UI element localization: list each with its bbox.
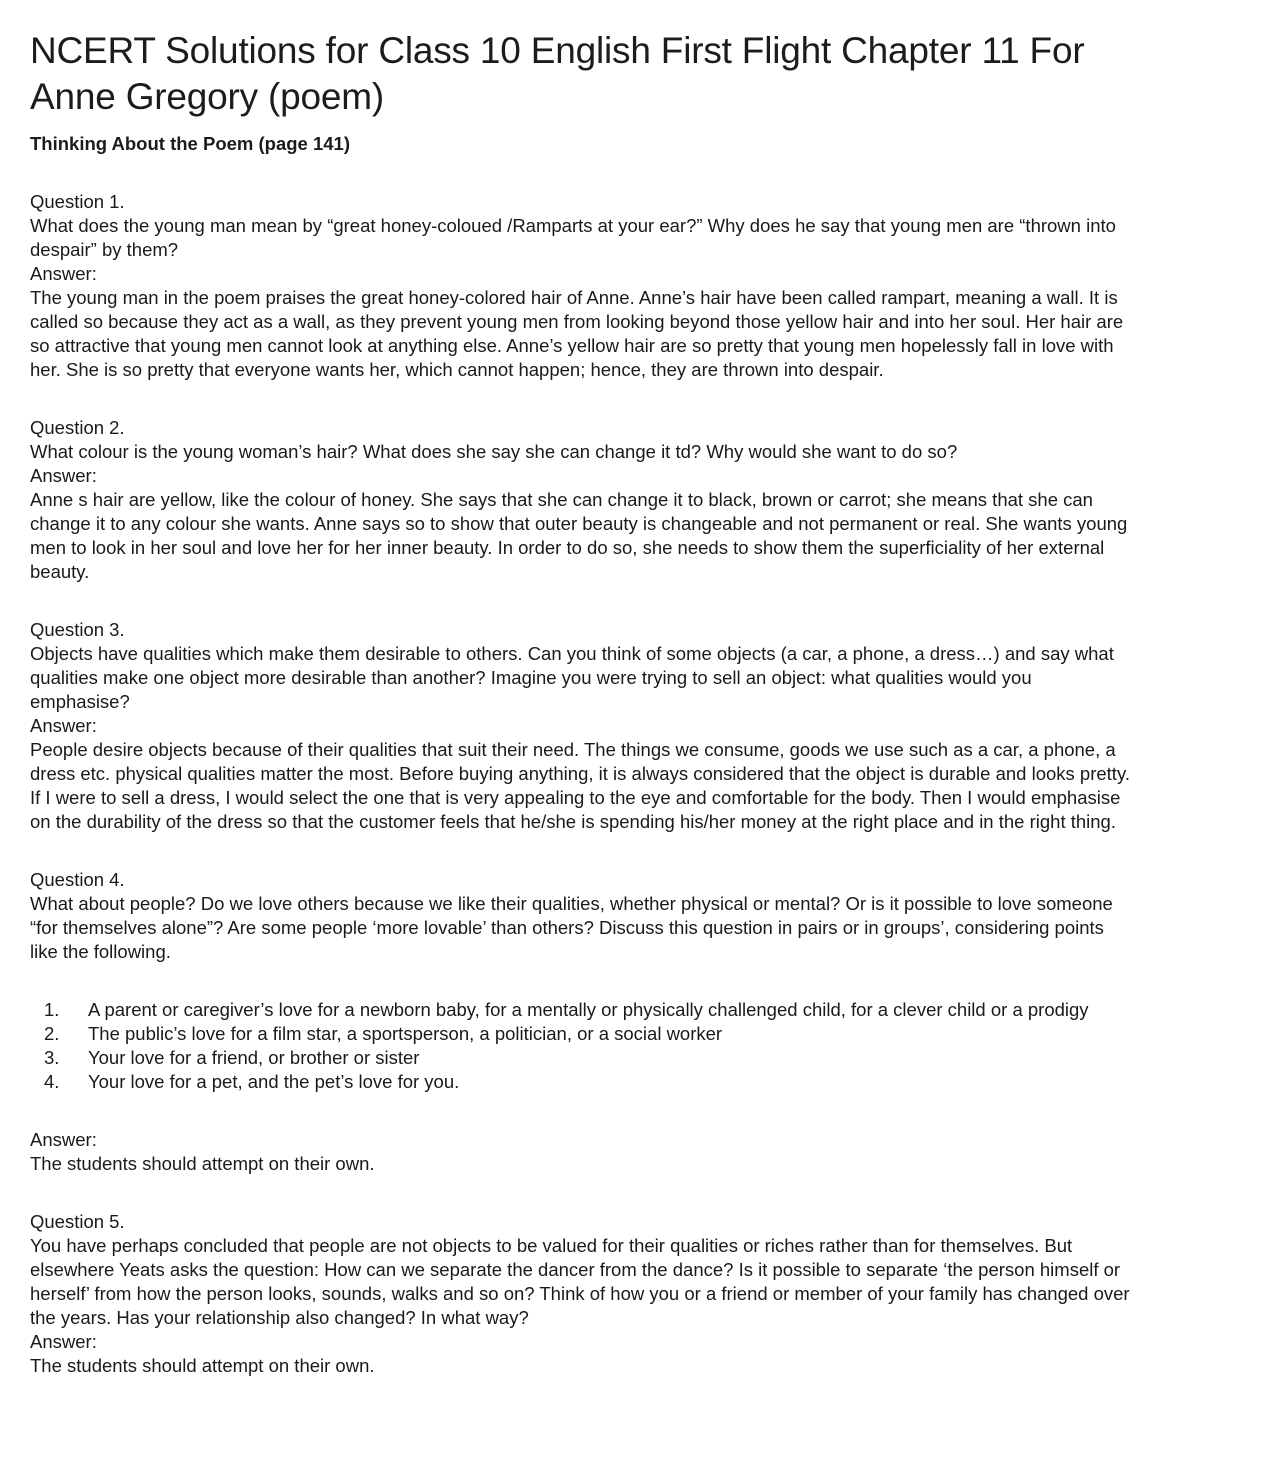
answer-label: Answer: [30,1331,97,1352]
answer-text-line: People desire objects because of their qualities that suit their need. The things we consume, goods we use such as a car, a phone, a [30,739,1116,760]
document-page [30,28,1275,1378]
answer-text-line: called so because they act as a wall, as they prevent young men from looking beyond those yellow hair and into her soul. Her hair are [30,311,1124,332]
question-text-line: elsewhere Yeats asks the question: How can we separate the dancer from the dance? Is it possible to separate ‘the person himself or [30,1259,1121,1280]
question-text-line: the years. Has your relationship also changed? In what way? [30,1307,529,1328]
question-label: Question 2. [30,417,125,438]
answer-text-line: The students should attempt on their own. [30,1355,375,1376]
question-text-line: What does the young man mean by “great honey-coloued /Ramparts at your ear?” Why does he say that young men are “thrown into [30,215,1116,236]
question-text-line: despair” by them? [30,239,179,260]
answer-text-line: men to look in her soul and love her for her inner beauty. In order to do so, she needs to show them the superficiality of her external [30,537,1105,558]
answer-text-line: The students should attempt on their own. [30,1153,375,1174]
answer-text-line: Anne s hair are yellow, like the colour of honey. She says that she can change it to black, brown or carrot; she means that she can [30,489,1093,510]
question-block-2 [30,416,1275,584]
section-heading: Thinking About the Poem (page 141) [30,133,351,154]
question-text-line: emphasise? [30,691,130,712]
list-item [30,1046,1275,1070]
list-item-text: Your love for a friend, or brother or sister [88,1047,420,1068]
list-item-number: 3. [44,1047,60,1068]
question-block-5 [30,1210,1275,1378]
question-text-line: like the following. [30,941,171,962]
answer-label: Answer: [30,1129,97,1150]
answer-text-line: change it to any colour she wants. Anne says so to show that outer beauty is changeable and not permanent or real. She wants young [30,513,1128,534]
list-item [30,998,1275,1022]
question-block-1 [30,190,1275,382]
question-text-line: You have perhaps concluded that people are not objects to be valued for their qualities or riches rather than for themselves. But [30,1235,1073,1256]
question-label: Question 4. [30,869,125,890]
list-item [30,1070,1275,1094]
list-item [30,1022,1275,1046]
list-item-text: The public’s love for a film star, a sportsperson, a politician, or a social worker [88,1023,723,1044]
list-item-number: 2. [44,1023,60,1044]
list-item-text: Your love for a pet, and the pet’s love for you. [88,1071,460,1092]
answer-text-line: The young man in the poem praises the great honey-colored hair of Anne. Anne’s hair have been called rampart, meaning a wall. It is [30,287,1118,308]
list-item-number: 1. [44,999,60,1020]
question-text-line: “for themselves alone”? Are some people ‘more lovable’ than others? Discuss this question in pairs or in groups’, considering points [30,917,1104,938]
answer-text-line: beauty. [30,561,90,582]
list-item-text: A parent or caregiver’s love for a newborn baby, for a mentally or physically challenged child, for a clever child or a prodigy [88,999,1089,1020]
question-label: Question 5. [30,1211,125,1232]
question-block-3 [30,618,1275,834]
page-title [30,28,1275,120]
question-text-line: Objects have qualities which make them desirable to others. Can you think of some objects (a car, a phone, a dress…) and say what [30,643,1114,664]
answer-label: Answer: [30,465,97,486]
list-item-number: 4. [44,1071,60,1092]
answer-text-line: If I were to sell a dress, I would select the one that is very appealing to the eye and comfortable for the body. Then I would emphasise [30,787,1121,808]
question-text-line: What colour is the young woman’s hair? What does she say she can change it td? Why would she want to do so? [30,441,958,462]
question-label: Question 1. [30,191,125,212]
discussion-points-list [30,998,1275,1094]
question-text-line: herself’ from how the person looks, sounds, walks and so on? Think of how you or a friend or member of your family has changed over [30,1283,1130,1304]
answer-text-line: on the durability of the dress so that the customer feels that he/she is spending his/her money at the right place and in the right thing. [30,811,1116,832]
answer-block [30,1128,1275,1176]
answer-text-line: dress etc. physical qualities matter the most. Before buying anything, it is always considered that the object is durable and looks pretty. [30,763,1130,784]
title-line: NCERT Solutions for Class 10 English First Flight Chapter 11 For [30,30,1085,71]
question-label: Question 3. [30,619,125,640]
answer-label: Answer: [30,715,97,736]
answer-label: Answer: [30,263,97,284]
title-line: Anne Gregory (poem) [30,76,385,117]
answer-text-line: so attractive that young men cannot look at anything else. Anne’s yellow hair are so pretty that young men hopelessly fall in love with [30,335,1114,356]
question-text-line: qualities make one object more desirable than another? Imagine you were trying to sell an object: what qualities would you [30,667,1032,688]
question-text-line: What about people? Do we love others because we like their qualities, whether physical or mental? Or is it possible to love someone [30,893,1113,914]
question-block-4 [30,868,1275,1176]
answer-text-line: her. She is so pretty that everyone wants her, which cannot happen; hence, they are thrown into despair. [30,359,884,380]
